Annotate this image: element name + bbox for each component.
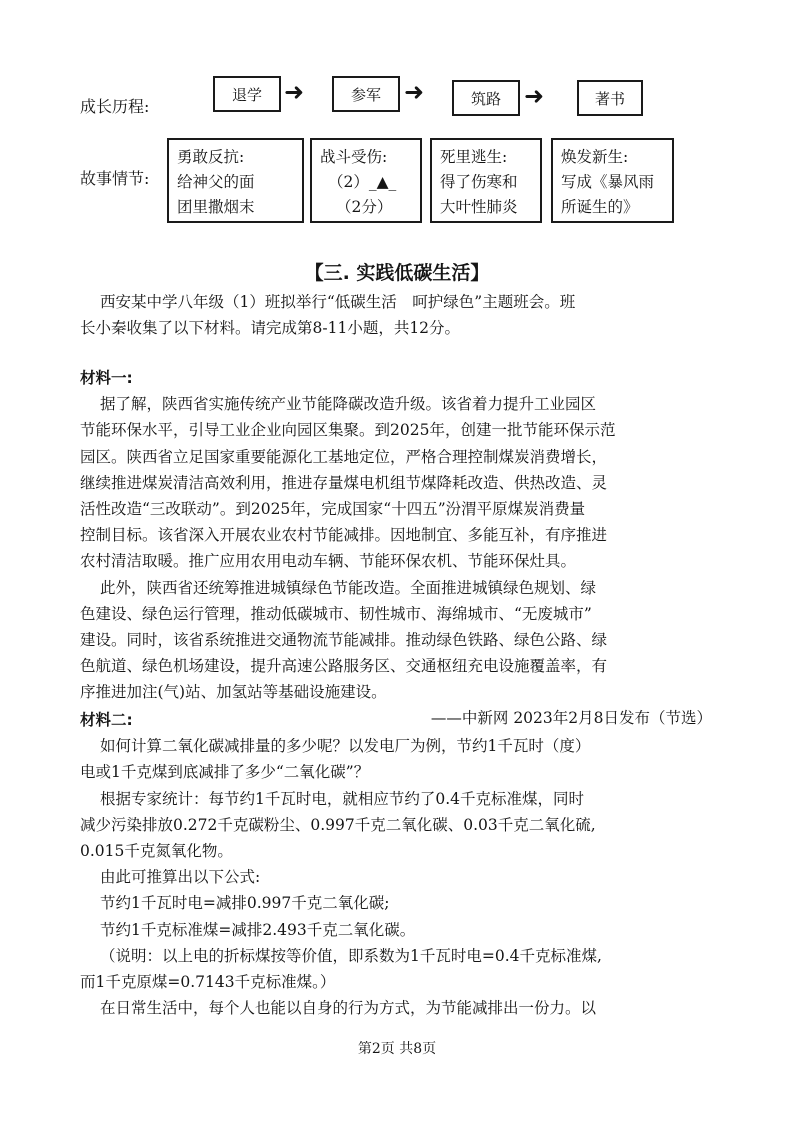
plot-line: 死里逃生: <box>440 148 508 166</box>
paragraph-line: 节能环保水平，引导工业企业向园区集聚。到2025年，创建一批节能环保示范 <box>80 421 616 440</box>
row-label-story: 故事情节: <box>80 169 150 188</box>
plot-line: 战斗受伤: <box>320 148 388 166</box>
material-heading: 材料一: <box>80 369 133 387</box>
paragraph-line: 色建设、绿色运行管理，推动低碳城市、韧性城市、海绵城市、“无废城市” <box>80 604 592 623</box>
source-citation: ——中新网 2023年2月8日发布（节选） <box>430 709 712 728</box>
answer-blank[interactable]: （2）_▲_ <box>328 173 397 191</box>
plot-line: 焕发新生: <box>561 148 629 166</box>
plot-line: 写成《暴风雨 <box>561 173 655 191</box>
paragraph-line: 减少污染排放0.272千克碳粉尘、0.997千克二氧化碳、0.03千克二氧化硫, <box>80 815 596 834</box>
arrow-icon: ➜ <box>284 78 305 106</box>
paragraph-line: 0.015千克氮氧化物。 <box>80 841 233 860</box>
intro-line: 西安某中学八年级（1）班拟举行“低碳生活 呵护绿色”主题班会。班 <box>100 293 576 311</box>
formula-line: 节约1千克标准煤=减排2.493千克二氧化碳。 <box>100 920 416 939</box>
material-heading: 材料二: <box>80 711 133 729</box>
note-line: （说明：以上电的折标煤按等价值，即系数为1千瓦时电=0.4千克标准煤, <box>100 946 602 965</box>
plot-box-wounded <box>310 138 422 223</box>
stage-box-write-book: 著书 <box>577 80 643 116</box>
material-2 <box>80 707 720 1021</box>
paragraph-line: 电或1千克煤到底减排了多少“二氧化碳”？ <box>80 763 370 782</box>
note-line: 而1千克原煤=0.7143千克标准煤。） <box>80 972 336 991</box>
plot-line: 给神父的面 <box>177 173 255 191</box>
formula-line: 节约1千瓦时电=减排0.997千克二氧化碳; <box>100 894 390 913</box>
stage-box-quit-school: 退学 <box>213 76 281 112</box>
paragraph-line: 如何计算二氧化碳减排量的多少呢？以发电厂为例，节约1千瓦时（度） <box>100 737 591 756</box>
paragraph-line: 活性改造“三改联动”。到2025年，完成国家“十四五”汾渭平原煤炭消费量 <box>80 499 586 518</box>
arrow-icon: ➜ <box>404 78 425 106</box>
stage-box-build-road: 筑路 <box>452 80 520 116</box>
plot-line: （2分） <box>336 198 393 216</box>
paragraph-line: 此外，陕西省还统筹推进城镇绿色节能改造。全面推进城镇绿色规划、绿 <box>100 578 597 597</box>
plot-line: 团里撒烟末 <box>177 198 255 216</box>
paragraph-line: 色航道、绿色机场建设，提升高速公路服务区、交通枢纽充电设施覆盖率，有 <box>80 657 608 676</box>
paragraph-line: 园区。陕西省立足国家重要能源化工基地定位，严格合理控制煤炭消费增长， <box>80 447 608 466</box>
plot-line: 大叶性肺炎 <box>440 198 518 216</box>
paragraph-line: 农村清洁取暖。推广应用农用电动车辆、节能环保农机、节能环保灶具。 <box>80 552 577 571</box>
paragraph-line: 由此可推算出以下公式: <box>100 868 261 887</box>
stage-box-join-army: 参军 <box>332 76 400 112</box>
plot-line: 勇敢反抗: <box>177 148 245 166</box>
plot-line: 所诞生的》 <box>561 198 639 216</box>
section-title: 【三. 实践低碳生活】 <box>304 262 490 284</box>
row-label-stages: 成长历程: <box>80 97 150 116</box>
paragraph-line: 在日常生活中，每个人也能以自身的行为方式，为节能减排出一份力。以 <box>100 999 597 1018</box>
paragraph-line: 继续推进煤炭清洁高效利用，推进存量煤电机组节煤降耗改造、供热改造、灵 <box>80 473 608 492</box>
paragraph-line: 序推进加注(气)站、加氢站等基础设施建设。 <box>80 683 387 702</box>
plot-line: 得了伤寒和 <box>440 173 518 191</box>
paragraph-line: 建设。同时，该省系统推进交通物流节能减排。推动绿色铁路、绿色公路、绿 <box>80 630 608 649</box>
plot-box-rebirth <box>551 138 674 223</box>
plot-box-survive <box>430 138 542 223</box>
paragraph-line: 据了解，陕西省实施传统产业节能降碳改造升级。该省着力提升工业园区 <box>100 395 597 414</box>
intro-line: 长小秦收集了以下材料。请完成第8-11小题，共12分。 <box>80 319 461 337</box>
page-number: 第2页 共8页 <box>357 1041 437 1057</box>
paragraph-line: 控制目标。该省深入开展农业农村节能减排。因地制宜、多能互补，有序推进 <box>80 526 608 545</box>
arrow-icon: ➜ <box>524 82 545 110</box>
paragraph-line: 根据专家统计：每节约1千瓦时电，就相应节约了0.4千克标准煤，同时 <box>100 789 585 808</box>
plot-box-resist <box>167 138 304 223</box>
material-1 <box>80 365 720 732</box>
